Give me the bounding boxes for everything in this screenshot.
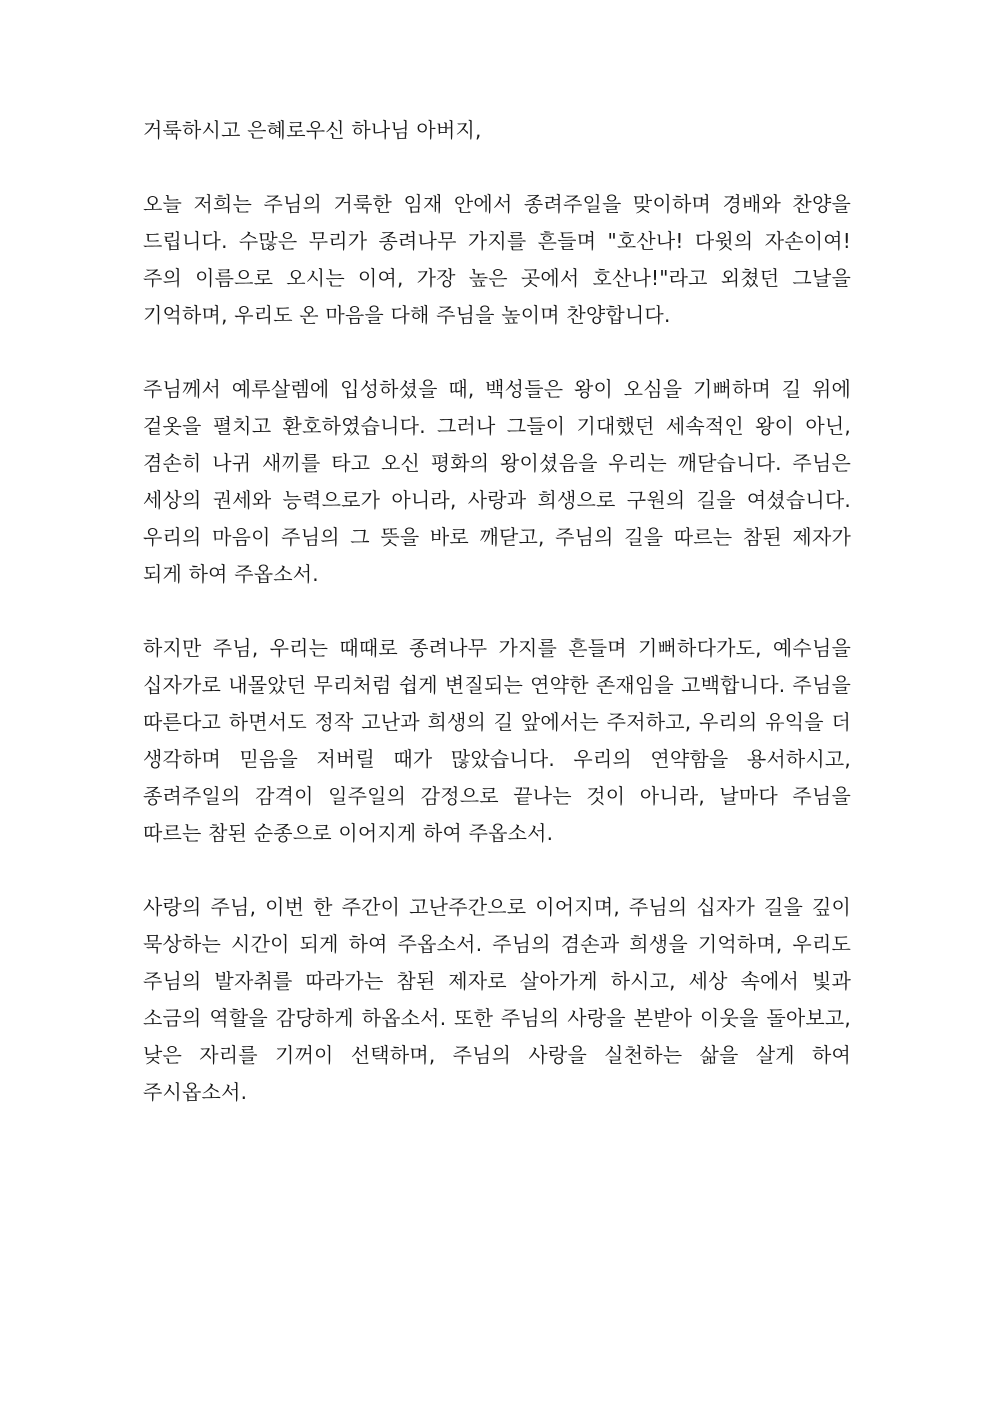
paragraph-3: 하지만 주님, 우리는 때때로 종려나무 가지를 흔들며 기뻐하다가도, 예수님을 십자가로 내몰았던 무리처럼 쉽게 변질되는 연약한 존재임을 고백합니다. 주님을 따른다고 하면서도 정작 고난과 희생의 길 앞에서는 주저하고, 우리의 유익을 더 생각하며 믿음을 저버릴 때가 많았습니다. 우리의 연약함을 용서하시고, 종려주일의 감격이 일주일의 감정으로 끝나는 것이 아니라, 날마다 주님을 따르는 참된 순종으로 이어지게 하여 주옵소서. xyxy=(143,636,851,845)
paragraph-1: 오늘 저희는 주님의 거룩한 임재 안에서 종려주일을 맞이하며 경배와 찬양을 드립니다. 수많은 무리가 종려나무 가지를 흔들며 "호산나! 다윗의 자손이여! 주의 이름으로 오시는 이여, 가장 높은 곳에서 호산나!"라고 외쳤던 그날을 기억하며, 우리도 온 마음을 다해 주님을 높이며 찬양합니다. xyxy=(143,192,851,327)
prayer-text xyxy=(143,112,851,1148)
paragraph-4: 사랑의 주님, 이번 한 주간이 고난주간으로 이어지며, 주님의 십자가 길을 깊이 묵상하는 시간이 되게 하여 주옵소서. 주님의 겸손과 희생을 기억하며, 우리도 주님의 발자취를 따라가는 참된 제자로 살아가게 하시고, 세상 속에서 빛과 소금의 역할을 감당하게 하옵소서. 또한 주님의 사랑을 본받아 이웃을 돌아보고, 낮은 자리를 기꺼이 선택하며, 주님의 사랑을 실천하는 삶을 살게 하여 주시옵소서. xyxy=(143,895,851,1104)
paragraph-2: 주님께서 예루살렘에 입성하셨을 때, 백성들은 왕이 오심을 기뻐하며 길 위에 겉옷을 펼치고 환호하였습니다. 그러나 그들이 기대했던 세속적인 왕이 아닌, 겸손히 나귀 새끼를 타고 오신 평화의 왕이셨음을 우리는 깨닫습니다. 주님은 세상의 권세와 능력으로가 아니라, 사랑과 희생으로 구원의 길을 여셨습니다. 우리의 마음이 주님의 그 뜻을 바로 깨닫고, 주님의 길을 따르는 참된 제자가 되게 하여 주옵소서. xyxy=(143,377,851,586)
salutation: 거룩하시고 은혜로우신 하나님 아버지, xyxy=(143,118,482,142)
